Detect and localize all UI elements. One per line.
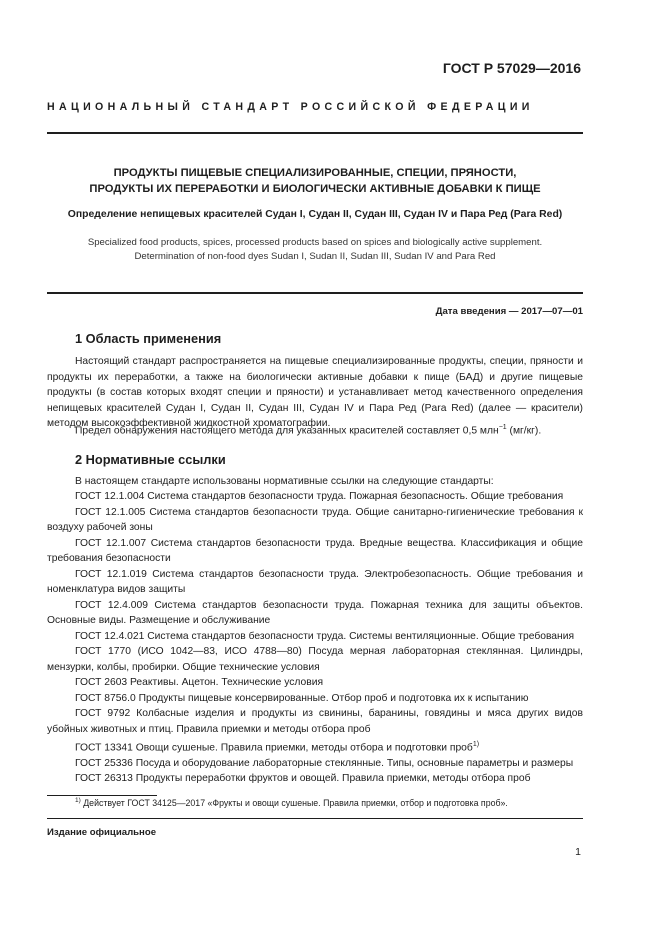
reference-item: ГОСТ 2603 Реактивы. Ацетон. Технические условия	[75, 677, 324, 688]
footnote-marker[interactable]: 1)	[472, 741, 480, 748]
section-2-intro: В настоящем стандарте использованы нормативные ссылки на следующие стандарты:	[75, 476, 494, 487]
reference-item: ГОСТ 12.1.007 Система стандартов безопасности труда. Вредные вещества. Классификация и общие требования безопасности	[47, 537, 583, 564]
reference-item: ГОСТ 12.1.005 Система стандартов безопасности труда. Общие санитарно-гигиенические требования к воздуху рабочей зоны	[47, 506, 583, 533]
footnote	[75, 797, 508, 808]
title-line-1: ПРОДУКТЫ ПИЩЕВЫЕ СПЕЦИАЛИЗИРОВАННЫЕ, СПЕЦИИ, ПРЯНОСТИ,	[113, 167, 517, 179]
document-subtitle: Определение непищевых красителей Судан I, Судан II, Судан III, Судан IV и Пара Ред (Para Red)	[67, 209, 563, 220]
official-edition-label: Издание официальное	[47, 827, 157, 838]
reference-item: ГОСТ 12.1.019 Система стандартов безопасности труда. Электробезопасность. Общие требования и номенклатура видов защиты	[47, 568, 583, 595]
reference-item: ГОСТ 25336 Посуда и оборудование лабораторные стеклянные. Типы, основные параметры и размеры	[75, 757, 574, 769]
reference-item: ГОСТ 26313 Продукты переработки фруктов и овощей. Правила приемки, методы отбора проб	[75, 773, 531, 785]
detection-limit-text: Предел обнаружения настоящего метода для указанных красителей составляет 0,5 млн	[75, 425, 499, 437]
reference-list	[47, 489, 583, 787]
reference-item: ГОСТ 8756.0 Продукты пищевые консервированные. Отбор проб и подготовка их к испытанию	[75, 692, 529, 704]
title-divider	[47, 292, 583, 294]
title-line-2: ПРОДУКТЫ ИХ ПЕРЕРАБОТКИ И БИОЛОГИЧЕСКИ АКТИВНЫЕ ДОБАВКИ К ПИЩЕ	[89, 182, 541, 195]
footnote-text: Действует ГОСТ 34125—2017 «Фрукты и овощи сушеные. Правила приемки, отбор и подготовка проб».	[80, 797, 508, 808]
detection-limit-exponent: −1	[498, 424, 507, 431]
reference-item-13341	[47, 737, 583, 756]
section-1-heading: 1 Область применения	[75, 331, 222, 346]
reference-item: ГОСТ 12.4.021 Система стандартов безопасности труда. Системы вентиляционные. Общие требования	[75, 630, 575, 642]
footer-divider	[47, 818, 583, 819]
reference-13341-text: ГОСТ 13341 Овощи сушеные. Правила приемки, методы отбора и подготовки проб	[75, 742, 473, 754]
english-title	[47, 236, 583, 263]
english-title-line-2: Determination of non-food dyes Sudan I, Sudan II, Sudan III, Sudan IV and Para Red	[134, 250, 496, 262]
footnote-separator	[47, 795, 157, 796]
page-number: 1	[575, 846, 581, 858]
reference-item: ГОСТ 12.4.009 Система стандартов безопасности труда. Пожарная техника для защиты объектов. Основные виды. Размещение и обслуживание	[47, 599, 583, 626]
english-title-line-1: Specialized food products, spices, processed products based on spices and biologically active supplement.	[87, 237, 543, 248]
section-1-detection-limit	[47, 420, 583, 439]
section-1-paragraph: Настоящий стандарт распространяется на пищевые специализированные продукты, специи, пряности и продукты их переработки, а также на биологически активные добавки к пище (БАД) и другие пищевые продукты (в состав которых входят специи и пряности) и устанавливает метод качественного определения непищевых красителей Судан I, Судан II, Судан III, Судан IV и Пара Ред (Para Red) (далее — красители) методом высокоэффективной жидкостной хроматографии.	[47, 356, 583, 429]
section-2-heading: 2 Нормативные ссылки	[75, 452, 226, 467]
document-title	[47, 166, 583, 197]
detection-limit-unit: (мг/кг).	[506, 425, 542, 437]
footnote-mark: 1)	[75, 797, 81, 804]
reference-item: ГОСТ 12.1.004 Система стандартов безопасности труда. Пожарная безопасность. Общие требования	[75, 491, 564, 502]
top-divider	[47, 132, 583, 134]
introduction-date: Дата введения — 2017—07—01	[435, 306, 583, 317]
reference-item: ГОСТ 1770 (ИСО 1042—83, ИСО 4788—80) Посуда мерная лабораторная стеклянная. Цилиндры, мензурки, колбы, пробирки. Общие технические условия	[47, 646, 583, 673]
document-number: ГОСТ Р 57029—2016	[442, 60, 581, 76]
reference-item: ГОСТ 9792 Колбасные изделия и продукты из свинины, баранины, говядины и мяса других видов убойных животных и птиц. Правила приемки и методы отбора проб	[47, 708, 583, 735]
national-standard-heading: НАЦИОНАЛЬНЫЙ СТАНДАРТ РОССИЙСКОЙ ФЕДЕРАЦИИ	[47, 101, 534, 113]
